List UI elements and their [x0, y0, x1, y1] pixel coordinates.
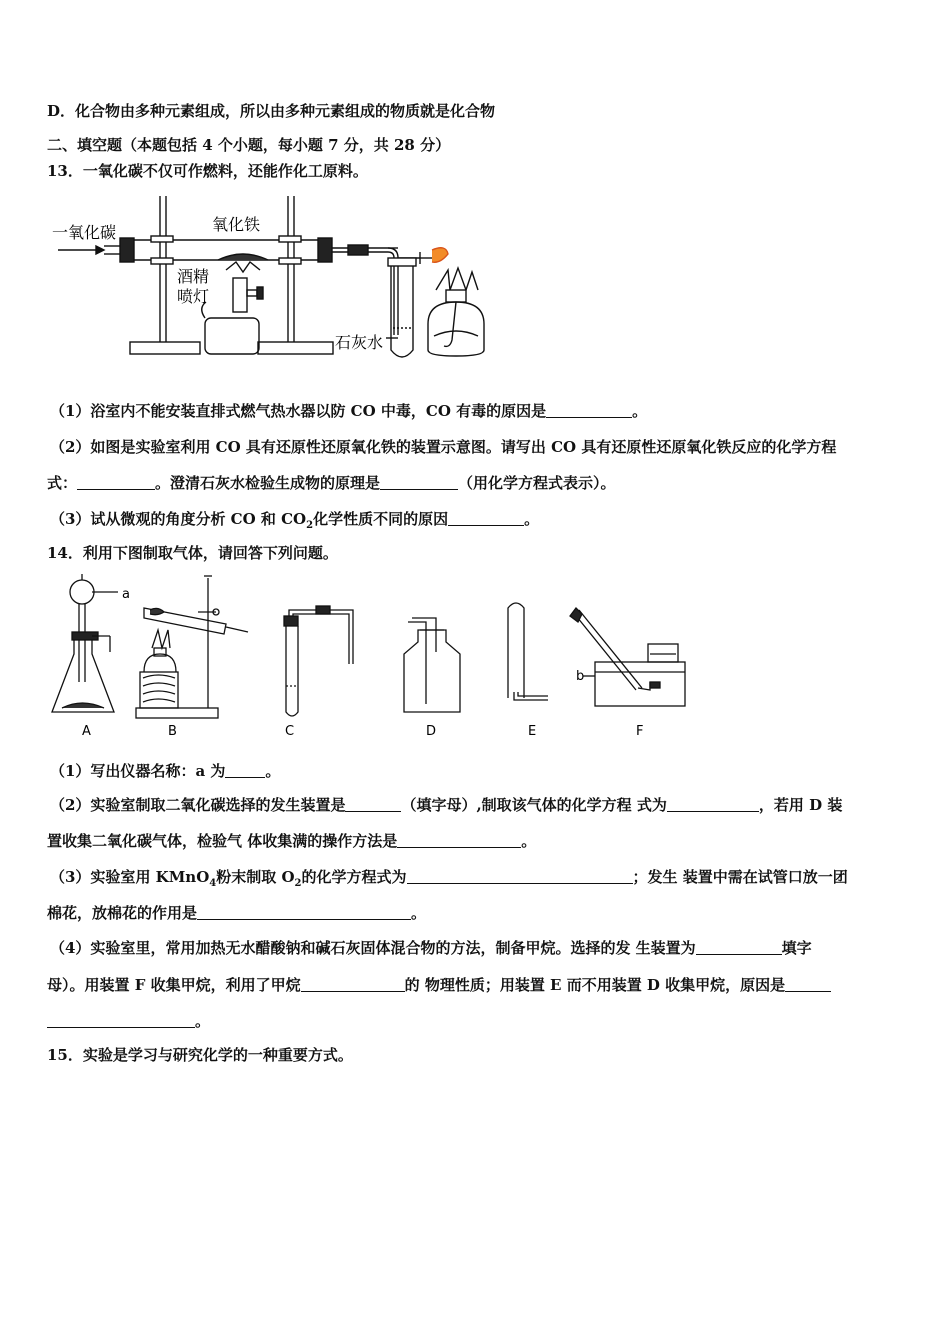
gas-apparatus-figure: [48, 572, 698, 746]
answer-blank[interactable]: [696, 938, 782, 955]
label-apparatus-f: F: [636, 724, 644, 739]
right-stand-base: [258, 342, 333, 354]
answer-blank[interactable]: [345, 795, 401, 812]
q14-part2: （2）实验室制取二氧化碳选择的发生装置是 （填字母）,制取该气体的化学方程 式为 ，若用 D 装: [50, 796, 843, 814]
apparatus-d: [404, 618, 460, 712]
apparatus-c: [284, 606, 353, 716]
apparatus-b: [136, 576, 248, 718]
label-limewater: 石灰水: [335, 333, 384, 352]
gas-apparatus-diagram: [48, 572, 698, 742]
label-apparatus-d: D: [426, 724, 437, 739]
answer-blank[interactable]: [380, 473, 458, 490]
left-stand-base: [130, 342, 200, 354]
answer-blank[interactable]: [448, 509, 524, 526]
q14-part2-continued: 置收集二氧化碳气体，检验气 体收集满的操作方法是 。: [47, 832, 537, 850]
q14-part3: （3）实验室用 KMnO$_4$粉末制取 $O_2$的化学方程式为 ；发生 装置中需在试管口放一团: [50, 868, 848, 889]
label-lamp-line1: 酒精: [177, 267, 210, 286]
co-reduction-apparatus-diagram: [48, 190, 508, 370]
apparatus-f: [570, 608, 685, 706]
answer-blank[interactable]: [225, 761, 265, 778]
question-14-stem: 14．利用下图制取气体，请回答下列问题。: [47, 544, 338, 562]
q14-part3-continued: 棉花，放棉花的作用是 。: [47, 904, 427, 922]
question-13-stem: 13．一氧化碳不仅可作燃料，还能作化工原料。: [47, 162, 368, 180]
q13-part2: （2）如图是实验室利用 CO 具有还原性还原氧化铁的装置示意图。请写出 CO 具有还原性还原氧化铁反应的化学方程: [50, 438, 837, 456]
label-carbon-monoxide: 一氧化碳: [52, 223, 117, 242]
q14-part4-continued: 母）。用装置 F 收集甲烷，利用了甲烷 的 物理性质；用装置 E 而不用装置 D 收集甲烷，原因是: [47, 974, 831, 996]
answer-blank[interactable]: [785, 975, 831, 992]
q13-part1: （1）浴室内不能安装直排式燃气热水器以防 CO 中毒，CO 有毒的原因是 。: [50, 402, 648, 420]
q14-part4-end: 。: [47, 1010, 210, 1032]
label-iron-oxide: 氧化铁: [212, 215, 261, 234]
label-a: a: [122, 587, 130, 602]
co-reduction-apparatus-figure: [48, 190, 508, 374]
answer-blank[interactable]: [197, 903, 411, 920]
label-apparatus-e: E: [528, 724, 537, 739]
left-stopper: [120, 238, 134, 262]
answer-blank[interactable]: [546, 401, 632, 418]
q13-part2-continued: 式： 。澄清石灰水检验生成物的原理是 （用化学方程式表示）。: [47, 474, 616, 492]
apparatus-e: [508, 603, 548, 700]
question-15-stem: 15．实验是学习与研究化学的一种重要方式。: [47, 1046, 353, 1064]
q14-part4: （4）实验室里，常用加热无水醋酸钠和碱石灰固体混合物的方法，制备甲烷。选择的发 生装置为 填字: [50, 939, 812, 957]
answer-blank[interactable]: [667, 795, 759, 812]
answer-blank[interactable]: [77, 473, 155, 490]
q13-part3: （3）试从微观的角度分析 CO 和 $CO_2$化学性质不同的原因 。: [50, 510, 540, 531]
label-apparatus-c: C: [285, 724, 295, 739]
label-b-pointer: b: [576, 669, 585, 684]
section-heading: 二、填空题（本题包括 4 个小题，每小题 7 分，共 28 分）: [47, 136, 451, 154]
q14-part1: （1）写出仪器名称：a 为 。: [50, 762, 281, 780]
orange-flame-icon: [432, 248, 448, 263]
answer-blank[interactable]: [301, 975, 405, 992]
answer-blank[interactable]: [397, 831, 521, 848]
answer-blank[interactable]: [407, 867, 633, 884]
label-lamp-line2: 喷灯: [177, 287, 210, 306]
lamp-body: [205, 318, 259, 354]
answer-blank[interactable]: [47, 1011, 195, 1028]
right-stopper: [318, 238, 332, 262]
apparatus-a: [52, 574, 118, 712]
label-apparatus-b: B: [168, 724, 177, 739]
prev-option-d: D．化合物由多种元素组成，所以由多种元素组成的物质就是化合物: [47, 102, 496, 120]
label-apparatus-a: A: [82, 724, 91, 739]
